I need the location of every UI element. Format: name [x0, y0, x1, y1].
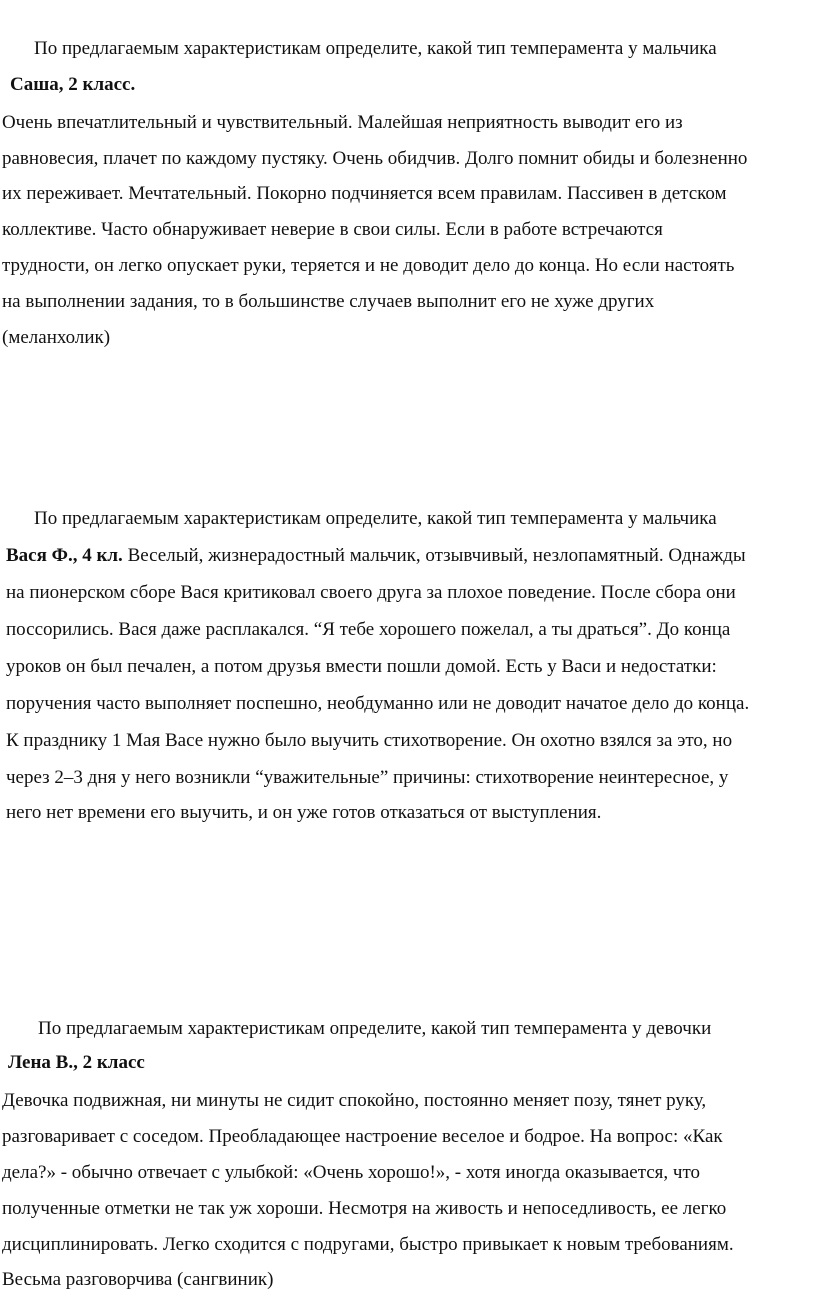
- description-line-5: дисциплинировать. Легко сходится с подругами, быстро привыкает к новым требованиям.: [2, 1234, 734, 1255]
- student-name: Вася Ф., 4 кл.: [6, 545, 123, 566]
- description-line-4: полученные отметки не так уж хороши. Несмотря на живость и непоседливость, ее легко: [2, 1198, 727, 1219]
- task-intro: По предлагаемым характеристикам определите, какой тип темперамента у мальчика: [34, 508, 717, 529]
- description-line-4: коллективе. Часто обнаруживает неверие в свои силы. Если в работе встречаются: [2, 219, 663, 240]
- task-intro: По предлагаемым характеристикам определите, какой тип темперамента у девочки: [38, 1018, 712, 1039]
- description-line-5: трудности, он легко опускает руки, теряется и не доводит дело до конца. Но если настоять: [2, 255, 735, 276]
- description-line-7: (меланхолик): [2, 327, 111, 348]
- description-line-2: разговаривает с соседом. Преобладающее настроение веселое и бодрое. На вопрос: «Как: [2, 1126, 723, 1147]
- description-line-6: на выполнении задания, то в большинстве случаев выполнит его не хуже других: [2, 291, 655, 312]
- description-line-4: уроков он был печален, а потом друзья вмести пошли домой. Есть у Васи и недостатки:: [6, 656, 717, 677]
- description-line-6: К празднику 1 Мая Васе нужно было выучить стихотворение. Он охотно взялся за это, но: [6, 730, 733, 751]
- description-line-1: Девочка подвижная, ни минуты не сидит спокойно, постоянно меняет позу, тянет руку,: [2, 1090, 707, 1111]
- task-intro: По предлагаемым характеристикам определите, какой тип темперамента у мальчика: [34, 38, 717, 59]
- description-line-2: на пионерском сборе Вася критиковал своего друга за плохое поведение. После сбора они: [6, 582, 736, 603]
- student-name: Саша, 2 класс.: [10, 74, 136, 95]
- description-line-7: через 2–3 дня у него возникли “уважительные” причины: стихотворение неинтересное, у: [6, 767, 729, 788]
- description-line-8: него нет времени его выучить, и он уже готов отказаться от выступления.: [6, 802, 602, 823]
- description-line-3: поссорились. Вася даже расплакался. “Я тебе хорошего пожелал, а ты драться”. До конца: [6, 619, 731, 640]
- description-line-2: равновесия, плачет по каждому пустяку. Очень обидчив. Долго помнит обиды и болезненно: [2, 148, 748, 169]
- description-line-3: их переживает. Мечтательный. Покорно подчиняется всем правилам. Пассивен в детском: [2, 183, 727, 204]
- description-line-1: Веселый, жизнерадостный мальчик, отзывчивый, незлопамятный. Однажды: [127, 545, 746, 566]
- student-name: Лена В., 2 класс: [8, 1052, 145, 1073]
- description-first-line: [6, 545, 746, 567]
- description-line-5: поручения часто выполняет поспешно, необдуманно или не доводит начатое дело до конца.: [6, 693, 750, 714]
- description-line-6: Весьма разговорчива (сангвиник): [2, 1269, 274, 1290]
- description-line-1: Очень впечатлительный и чувствительный. Малейшая неприятность выводит его из: [2, 112, 683, 133]
- description-line-3: дела?» - обычно отвечает с улыбкой: «Очень хорошо!», - хотя иногда оказывается, что: [2, 1162, 701, 1183]
